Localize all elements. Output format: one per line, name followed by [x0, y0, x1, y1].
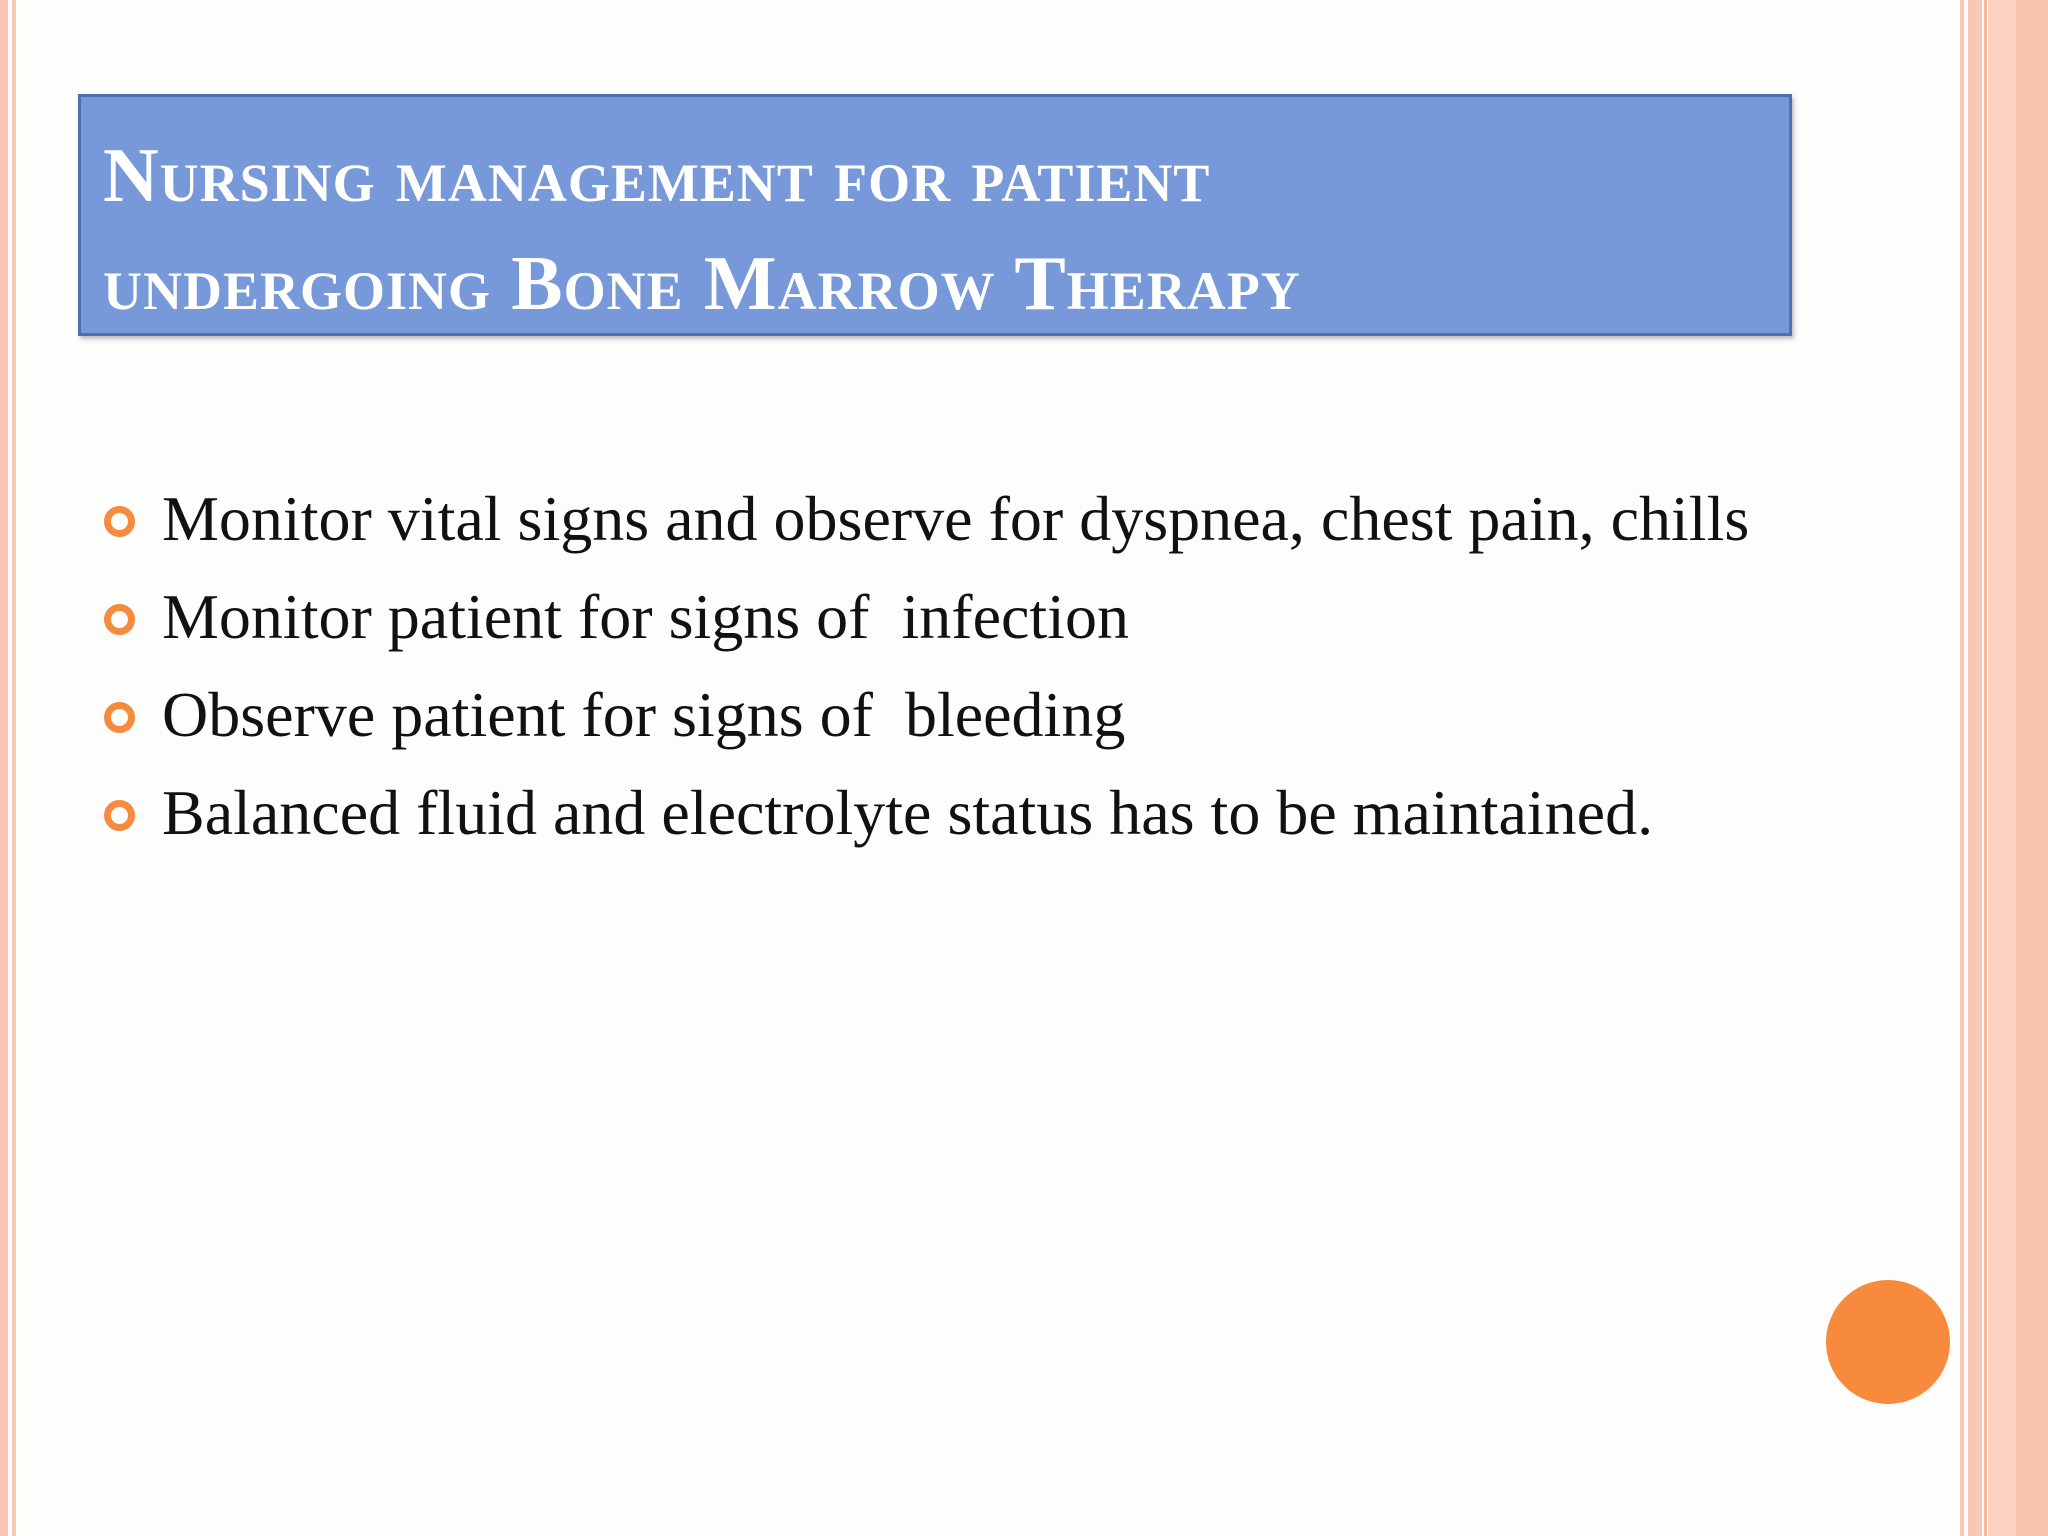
right-border-stripe-line [1984, 0, 1987, 1536]
left-border-stripe-thin [12, 0, 16, 1536]
bullet-text: Monitor patient for signs of infection [162, 581, 1129, 652]
left-border-stripe [0, 0, 8, 1536]
bullet-text: Observe patient for signs of bleeding [162, 679, 1126, 750]
bullet-list [100, 470, 1940, 862]
bullet-text: Balanced fluid and electrolyte status has to be maintained. [162, 777, 1654, 848]
slide-title: Nursing management for patient undergoing Bone Marrow Therapy [103, 132, 1301, 326]
bullet-item [100, 470, 1940, 568]
hollow-circle-bullet-icon [104, 702, 135, 733]
right-border-stripe-wide [1988, 0, 2016, 1536]
decorative-orange-circle [1826, 1280, 1950, 1404]
bullet-item [100, 764, 1940, 862]
right-border-stripe-outer [2016, 0, 2048, 1536]
hollow-circle-bullet-icon [104, 604, 135, 635]
hollow-circle-bullet-icon [104, 800, 135, 831]
hollow-circle-bullet-icon [104, 506, 135, 537]
title-box [78, 94, 1792, 336]
right-border-stripe-thin [1960, 0, 1964, 1536]
bullet-text: Monitor vital signs and observe for dyspnea, chest pain, chills [162, 483, 1750, 554]
right-border-stripe [1968, 0, 1982, 1536]
bullet-item [100, 666, 1940, 764]
bullet-item [100, 568, 1940, 666]
